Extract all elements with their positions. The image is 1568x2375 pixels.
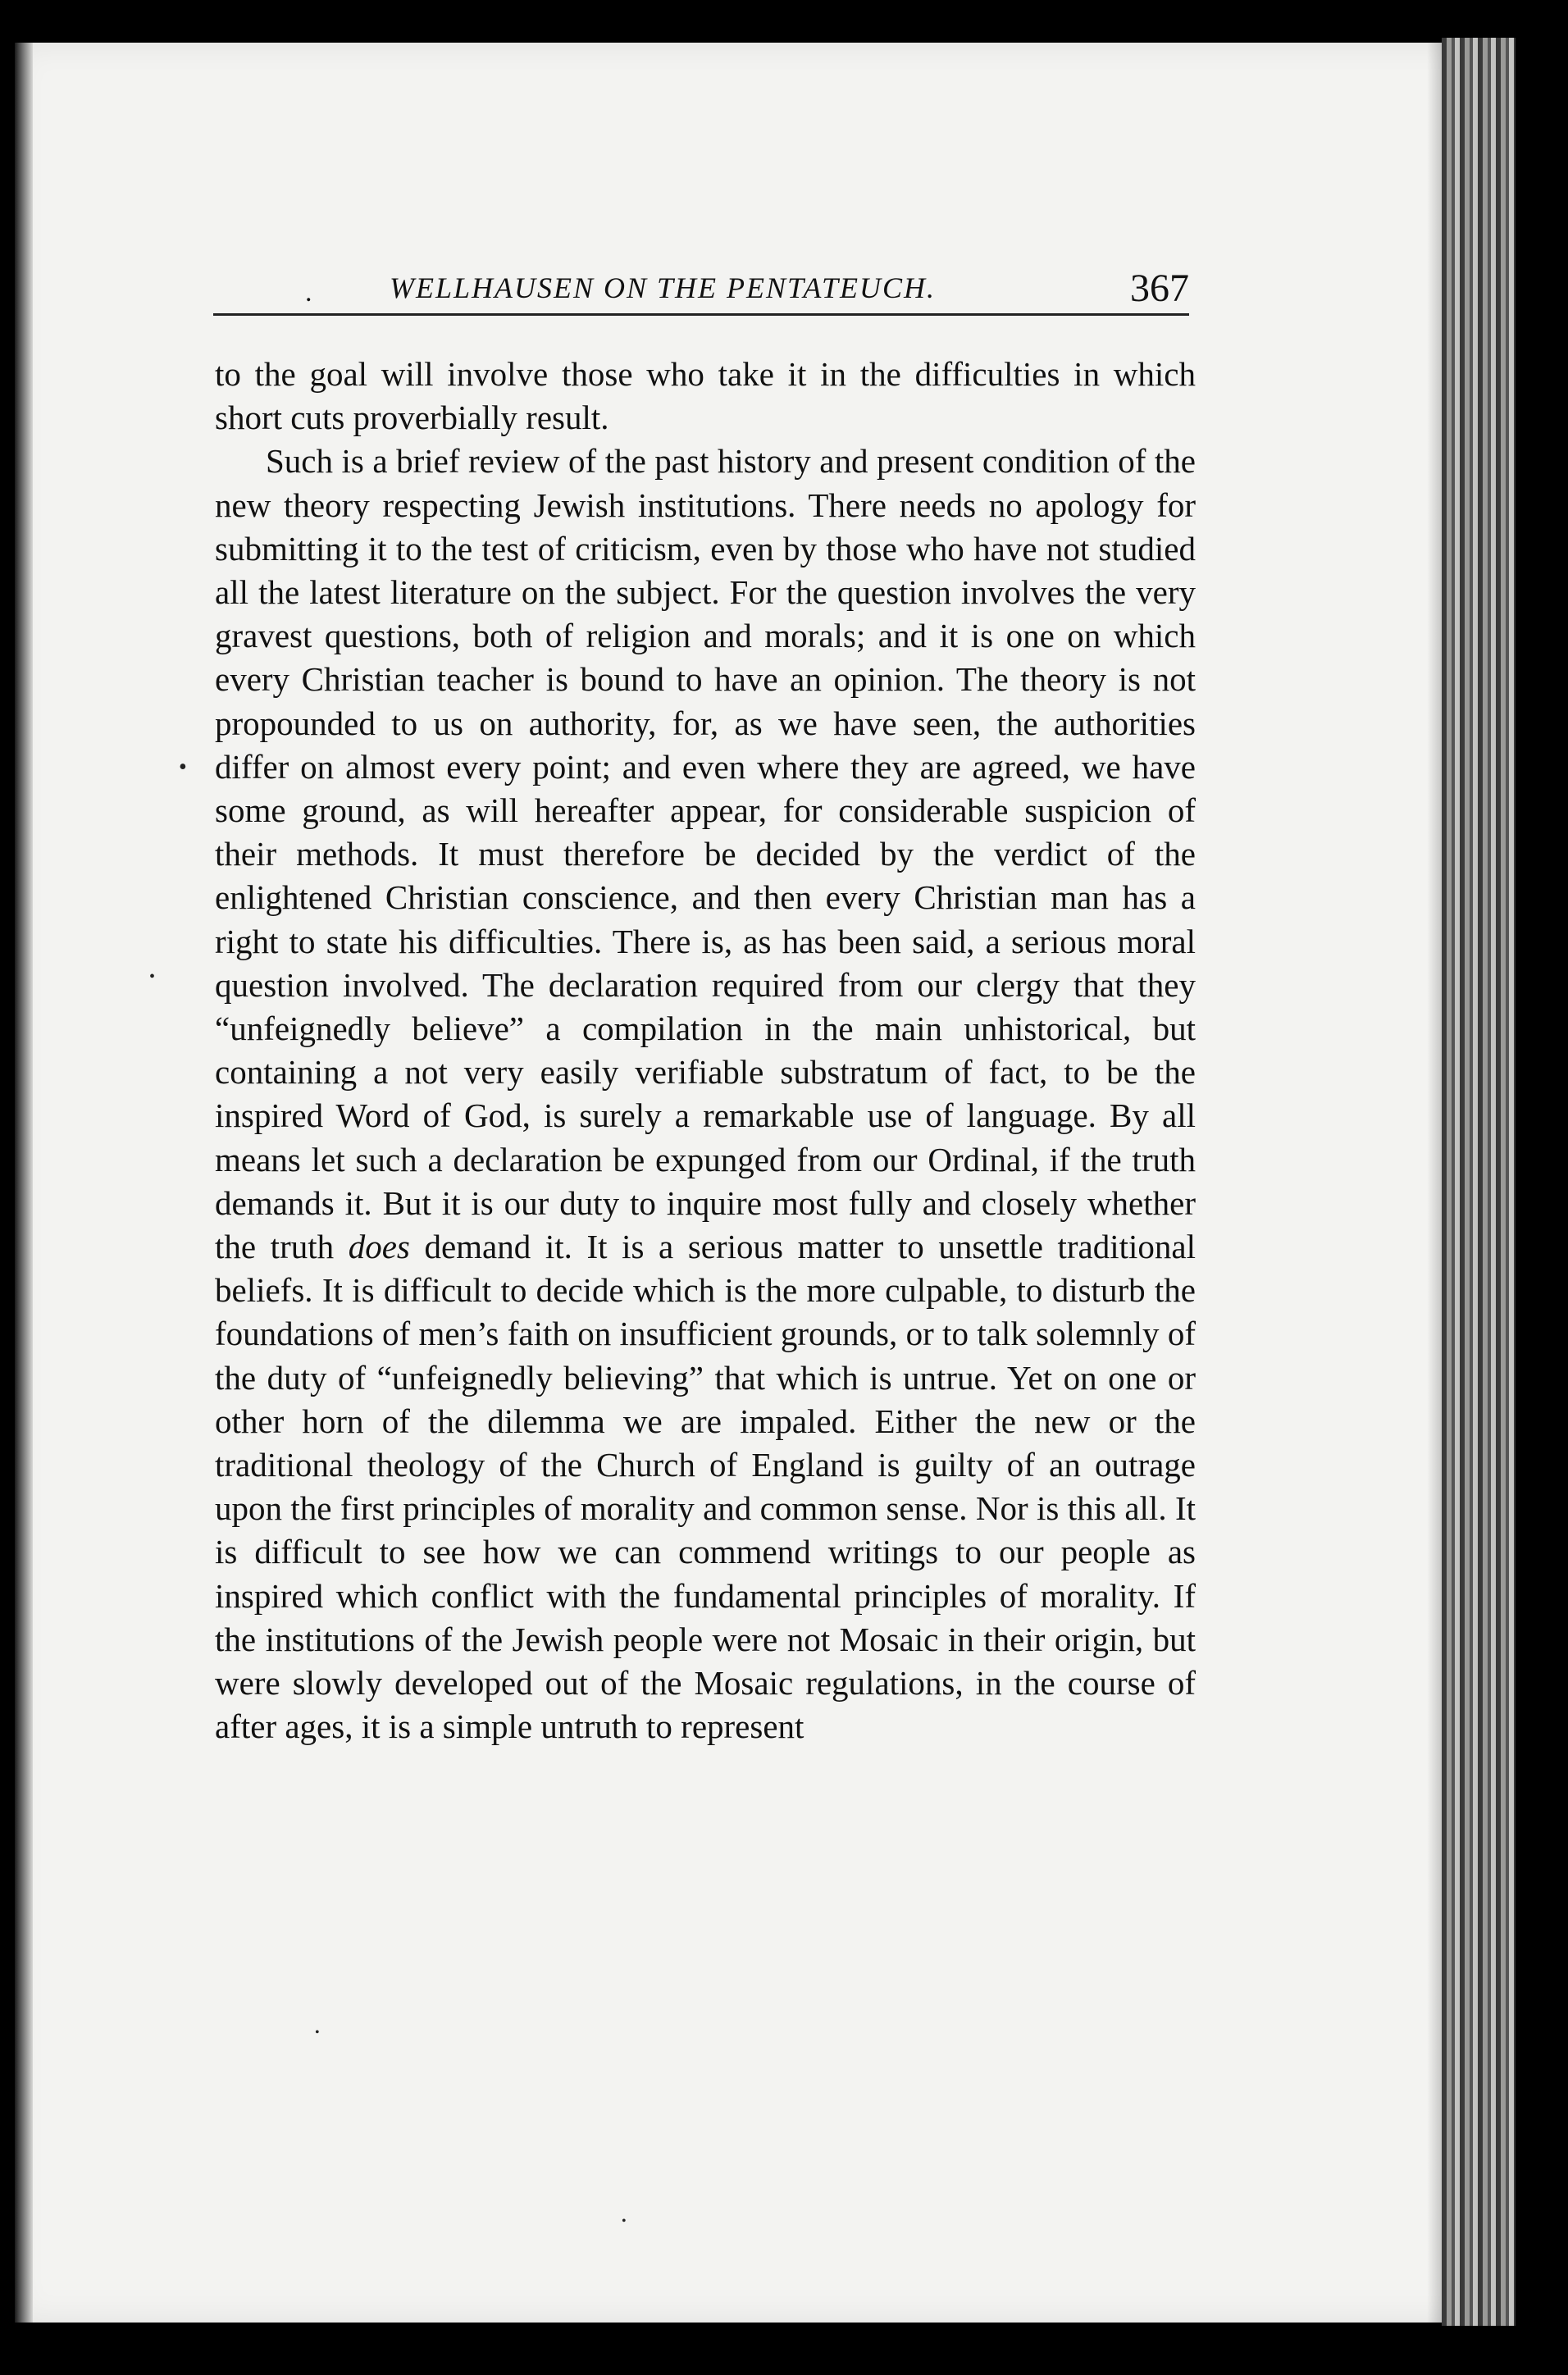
running-head-title: WELLHAUSEN ON THE PENTATEUCH. — [390, 271, 937, 304]
running-head — [213, 267, 1189, 312]
running-head-marker: . — [305, 277, 312, 308]
page-number: 367 — [1130, 267, 1189, 310]
scan-speck: • — [622, 2214, 627, 2228]
paragraph-continuation: to the goal will involve those who take it in the difficulties in which short cuts proverbially result. — [215, 355, 1196, 437]
book-fore-edge — [1442, 38, 1516, 2326]
header-rule — [213, 313, 1189, 316]
paragraph-main-text-b: demand it. It is a serious matter to unsettle traditional beliefs. It is difficult to decide which is the more culpable, to disturb the foundations of men’s faith on insufficient grounds, or to talk solemnly of the duty of “unfeignedly believing” that which is untrue. Yet on one or other horn of the dilemma we are impaled. Either the new or the traditional theology of the Church of England is guilty of an outrage upon the first principles of morality and common sense. Nor is this all. It is difficult to see how we can commend writings to our people as inspired which conflict with the fundamental principles of morality. If the institutions of the Jewish people were not Mosaic in their origin, but were slowly developed out of the Mosaic regulations, in the course of after ages, it is a simple untruth to represent — [215, 1228, 1197, 1746]
scan-speck: • — [149, 968, 156, 986]
paragraph-main-text-a: Such is a brief review of the past history and present condition of the new theory respecting Jewish institutions. There needs no apology for submitting it to the test of criticism, even by those who have not studied all the latest literature on the subject. For the question involves the very gravest questions, both of religion and morals; and it is one on which every Christian teacher is bound to have an opinion. The theory is not propounded to us on authority, for, as we have seen, the authorities differ on almost every point; and even where they are agreed, we have some ground, as will hereafter appear, for considerable suspicion of their methods. It must therefore be decided by the verdict of the enlightened Christian conscience, and then every Christian man has a right to state his difficulties. There is, as has been said, a serious moral question involved. The declaration required from our clergy that they “unfeignedly believe” a compilation in the main unhistorical, but containing a not very easily verifiable substratum of fact, to be the inspired Word of God, is surely a remarkable use of language. By all means let such a declaration be expunged from our Ordinal, if the truth demands it. But it is our duty to inquire most fully and closely whether the truth — [215, 442, 1196, 1266]
emphasis-does: does — [348, 1228, 410, 1266]
paragraph-main — [215, 440, 1196, 1748]
body-text — [215, 353, 1196, 1749]
scan-speck: • — [315, 2026, 320, 2040]
scan-speck: • — [179, 754, 187, 780]
page-gutter-edge — [15, 43, 33, 2323]
